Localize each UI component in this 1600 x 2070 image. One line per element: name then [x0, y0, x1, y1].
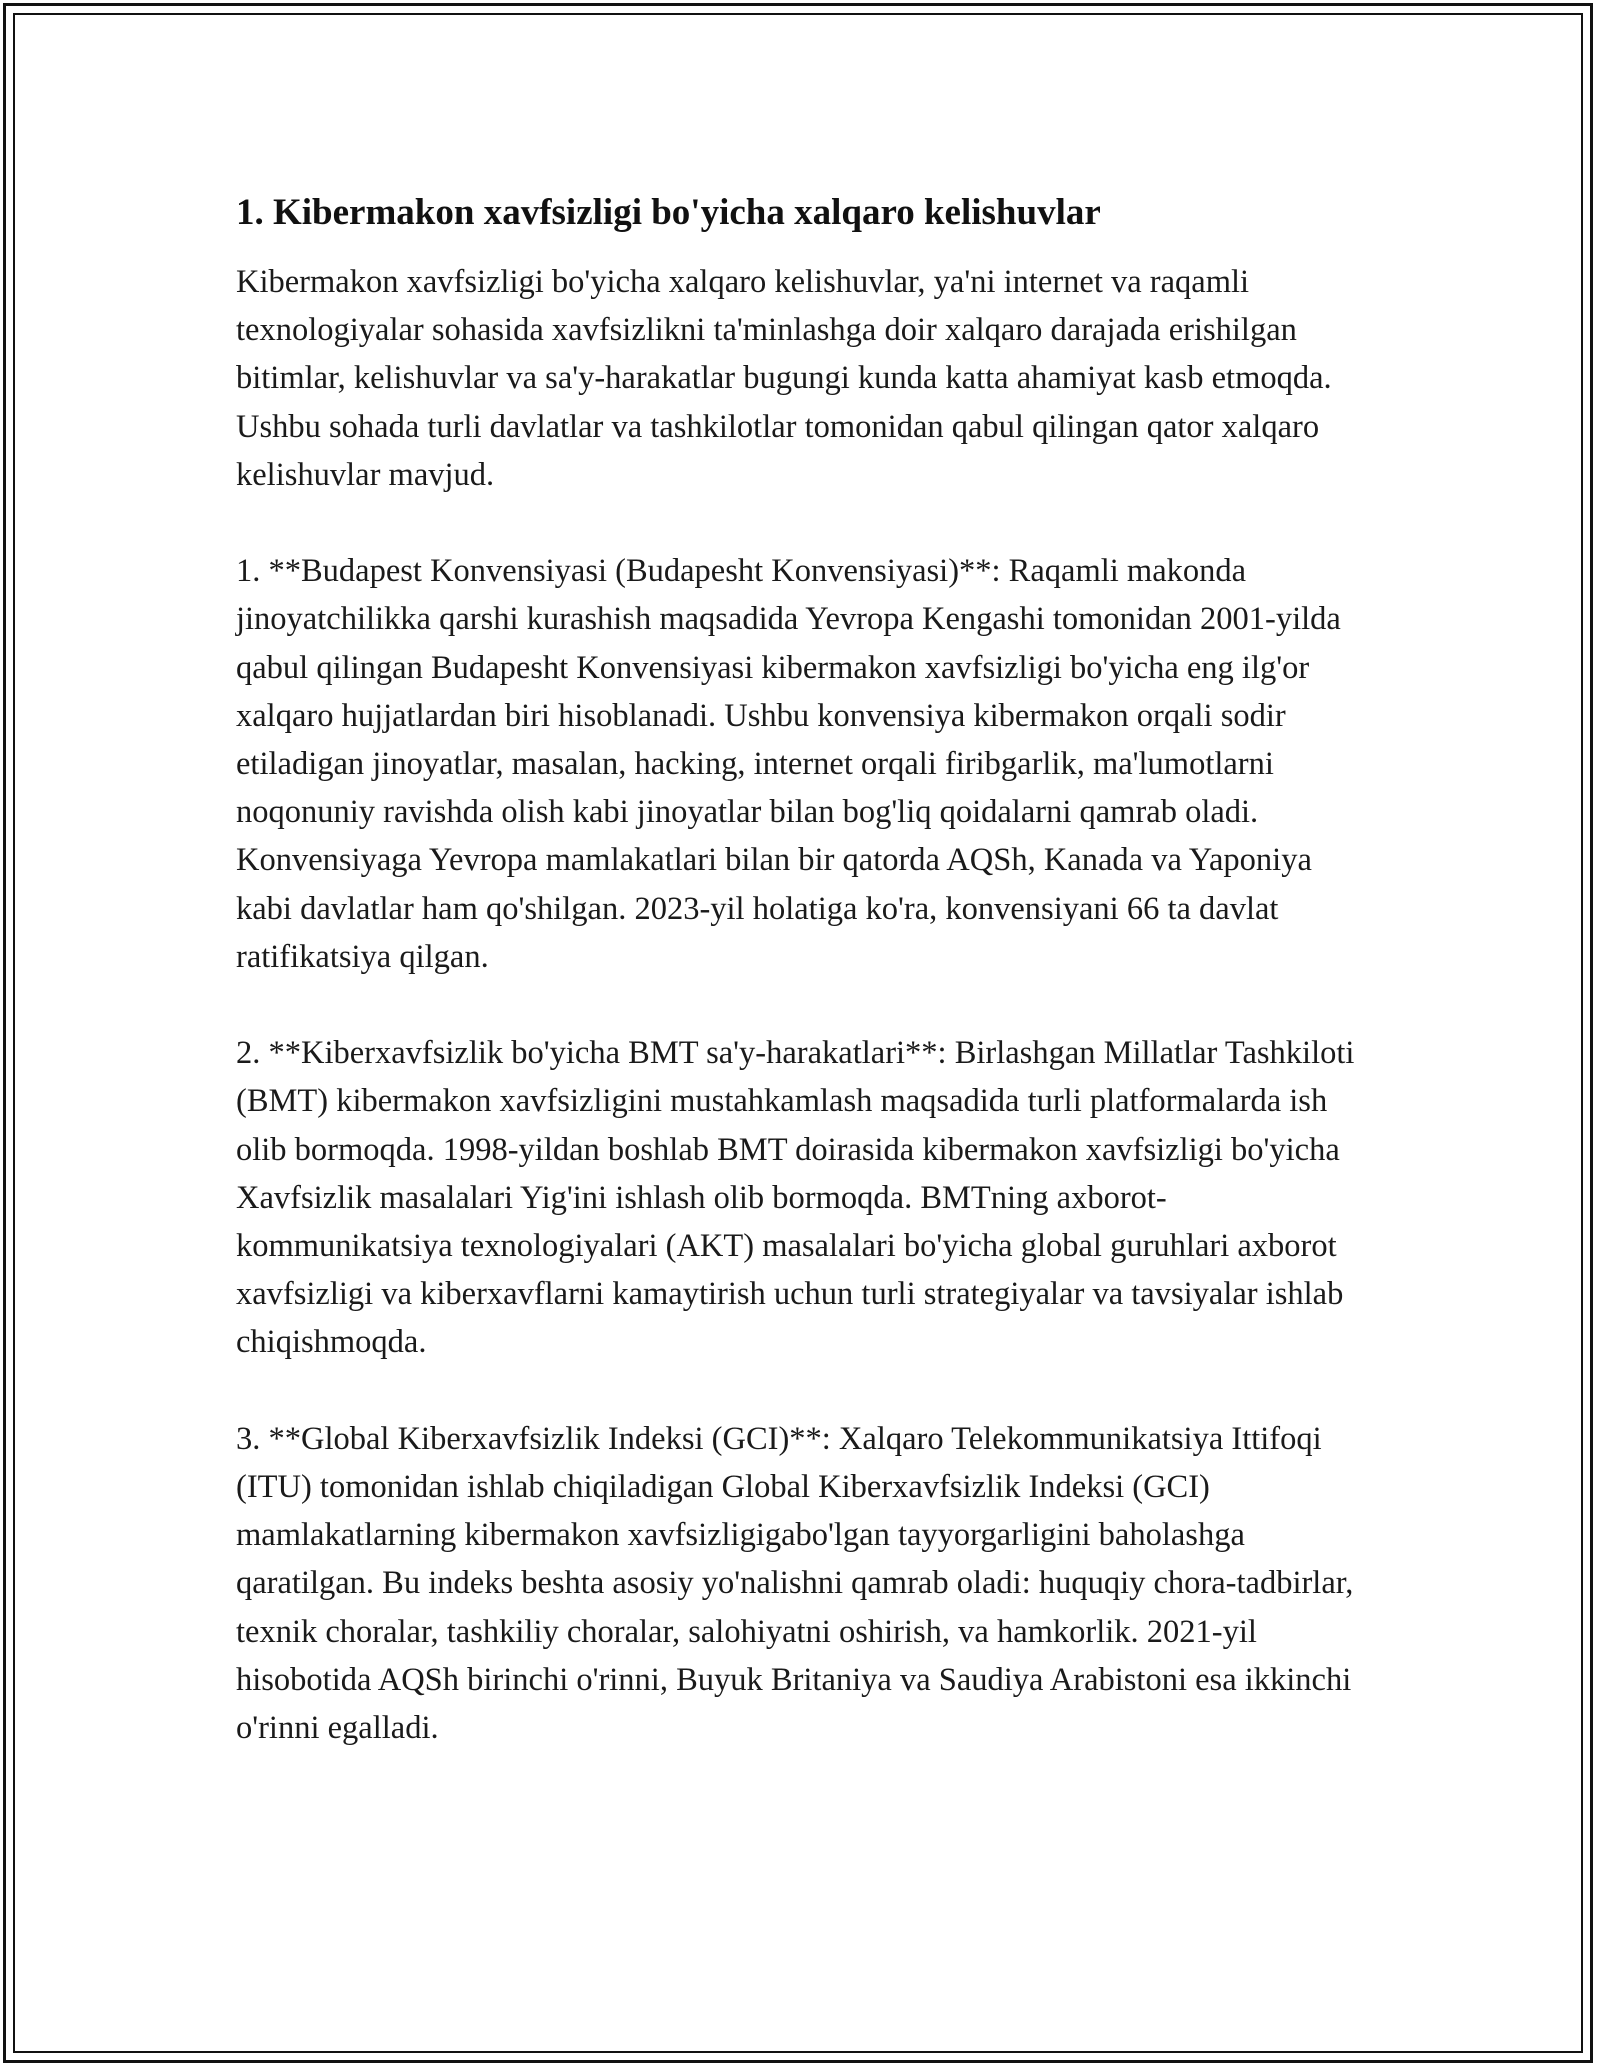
paragraph-global-cybersecurity-index: 3. **Global Kiberxavfsizlik Indeksi (GCI)**: Xalqaro Telekommunikatsiya Ittifoqi (ITU) tomonidan ishlab chiqiladigan Global Kiberxavfsizlik Indeksi (GCI) mamlakatlarning kibermakon xavfsizligigabo'lgan tayyorgarligini baholashga qaratilgan. Bu indeks beshta asosiy yo'nalishni qamrab oladi: huquqiy chora-tadbirlar, texnik choralar, tashkiliy choralar, salohiyatni oshirish, va hamkorlik. 2021-yil hisobotida AQSh birinchi o'rinni, Buyuk Britaniya va Saudiya Arabistoni esa ikkinchi o'rinni egalladi.: [236, 1420, 1354, 1747]
paragraph-intro: Kibermakon xavfsizligi bo'yicha xalqaro kelishuvlar, ya'ni internet va raqamli texnologiyalar sohasida xavfsizlikni ta'minlashga doir xalqaro darajada erishilgan bitimlar, kelishuvlar va sa'y-harakatlar bugungi kunda katta ahamiyat kasb etmoqda. Ushbu sohada turli davlatlar va tashkilotlar tomonidan qabul qilingan qator xalqaro kelishuvlar mavjud.: [236, 264, 1332, 493]
paragraph-budapest-convention: 1. **Budapest Konvensiyasi (Budapesht Konvensiyasi)**: Raqamli makonda jinoyatchilikka qarshi kurashish maqsadida Yevropa Kengashi tomonidan 2001-yilda qabul qilingan Budapesht Konvensiyasi kibermakon xavfsizligi bo'yicha eng ilg'or xalqaro hujjatlardan biri hisoblanadi. Ushbu konvensiya kibermakon orqali sodir etiladigan jinoyatlar, masalan, hacking, internet orqali firibgarlik, ma'lumotlarni noqonuniy ravishda olish kabi jinoyatlar bilan bog'liq qoidalarni qamrab oladi. Konvensiyaga Yevropa mamlakatlari bilan bir qatorda AQSh, Kanada va Yaponiya kabi davlatlar ham qo'shilgan. 2023-yil holatiga ko'ra, konvensiyani 66 ta davlat ratifikatsiya qilgan.: [236, 553, 1341, 975]
document-title: 1. Kibermakon xavfsizligi bo'yicha xalqaro kelishuvlar: [236, 192, 1101, 233]
document-body: [236, 188, 1366, 1800]
paragraph-un-efforts: 2. **Kiberxavfsizlik bo'yicha BMT sa'y-harakatlari**: Birlashgan Millatlar Tashkiloti (BMT) kibermakon xavfsizligini mustahkamlash maqsadida turli platformalarda ish olib bormoqda. 1998-yildan boshlab BMT doirasida kibermakon xavfsizligi bo'yicha Xavfsizlik masalalari Yig'ini ishlash olib bormoqda. BMTning axborot-kommunikatsiya texnologiyalari (AKT) masalalari bo'yicha global guruhlari axborot xavfsizligi va kiberxavflarni kamaytirish uchun turli strategiyalar va tavsiyalar ishlab chiqishmoqda.: [236, 1035, 1355, 1361]
